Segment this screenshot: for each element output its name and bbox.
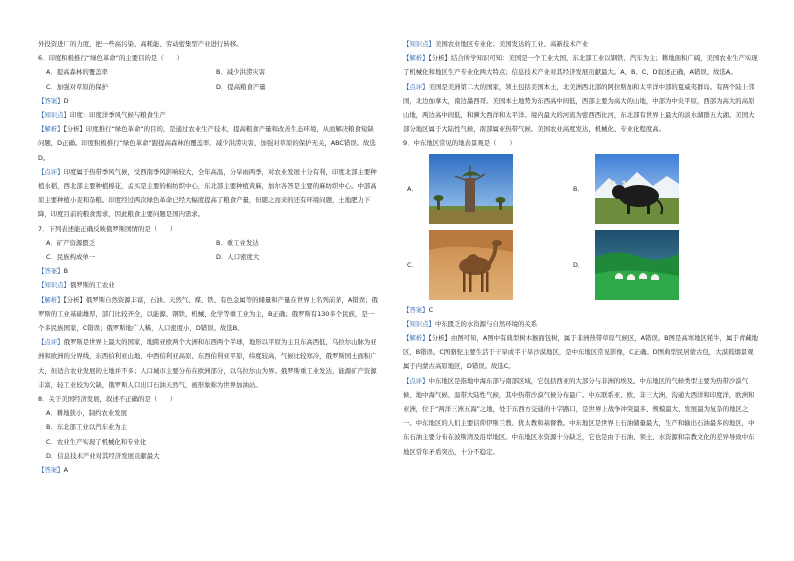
q7-stem: 7．下列表述能正确反映俄罗斯国情的是（ ） [38, 224, 177, 233]
intro-text: 外投资进厂的力度，把一些高污染、高耗能、劳动密集型产业进行转移。 [38, 40, 243, 48]
q6-option-b: B．减少洪涝灾害 [216, 68, 266, 77]
q8-comment-tag: 【点评】 [403, 82, 429, 91]
q9-analysis-text: 【分析】由图可知，A图中有典型树木猴面包树，属于非洲热带草原气候区，A错误。B图是高寒地区牦牛，属于青藏地区，B错误。C图骆驼主要生活于干旱或半干旱沙漠地区，是中东地区常见影像，C正确。D图典型民居蒙古包，大漠孤烟景观属于内蒙古高原地区，D错误。故选C。 [403, 334, 759, 371]
q7-options [38, 236, 378, 264]
q7-kp-text: 俄罗斯的工农业 [69, 281, 115, 290]
q9-kp-text: 中东匮乏的水资源与自然环境的关系 [434, 319, 538, 328]
q6-option-d: D．提高粮食产量 [216, 82, 266, 91]
q7-option-c: C．民族构成单一 [46, 253, 96, 262]
q9-answer-value: C [428, 305, 434, 314]
q8-kp-text: 美国农业地区专业化；美国发达的工业、高新技术产业 [434, 40, 589, 48]
q6-comment-text: 印度属于热带季风气候，受西南季风影响较大，全年高温，分旱雨两季，对农业发展十分有利，印度北部主要种植水稻，西北部主要种植棉花，孟买是主要的棉纺织中心，东北部主要种植黄麻，加尔各答是主要的麻纺织中心。中部高原主要种植小麦和杂粮。印度经过两次绿色革命已经大幅度提高了粮食产量，但随之而来的还有环境问题，土地肥力下降，印度目前的粮食需求，因此粮食主要问题是国内需求。 [38, 167, 377, 219]
q8-stem: 8．关于美国经济发展，叙述不正确的是（ ） [38, 395, 177, 404]
q9-option-a-label: A． [407, 184, 418, 193]
q9-comment-text: 中东地区是指地中海东部与南部区域，它包括西亚的大部分与非洲的埃及。中东地区的气候类型主要为热带沙漠气候、地中海气候、温带大陆性气候，其中热带沙漠气候分布最广。中东联系亚、欧、非三大洲，沟通大西洋和印度洋，欧洲和亚洲，位于“两洋三洲五海”之地，处于东西方交通的十字路口，是世界上战争冲突最多、规模最大、发展最为复杂的地区之一。中东地区的人们主要信仰伊斯兰教、犹太教和基督教。中东地区是世界上石油储量最大，生产和输出石油最多的地区，中东石油主要分布在波斯湾及沿岸地区。中东地区水资源十分缺乏，它也是由于石油、领土、水资源和宗教文化的差异导致中东地区常年矛盾突出，十分不稳定。 [403, 376, 755, 456]
q6-kp-text: 印度：印度洋季风气候与粮食生产 [69, 111, 166, 120]
left-column [38, 37, 378, 477]
q6-option-c: C．加强对草原的保护 [46, 82, 108, 91]
q7-comment-text: 俄罗斯是世界上最大的国家，地跨亚欧两个大洲和东西两个半球，地形以平原为主且东高西低，乌拉尔山脉为亚洲和欧洲的分界线，东西伯利亚山地、中西伯利亚高原、东西伯利亚平原，纬度较高，气候比较寒冷，俄罗斯国土面积广大，但适合农业发展的土地并不多；人口城市主要分布在欧洲部分，以乌拉尔山为界。俄罗斯重工业发达，能源矿产资源丰富，轻工业较为欠缺，俄罗斯人口出口石油天然气，被形象称为世界加油站。 [38, 338, 377, 389]
q6-knowledge-point [38, 108, 378, 122]
baobab-savanna-photo [429, 154, 513, 224]
q8-option-d: D．信息技术产业对其经济发展贡献最大 [46, 451, 160, 460]
q6-analysis-tag: 【解析】 [38, 125, 64, 134]
q6-answer [38, 94, 378, 108]
q9-image-row-2 [403, 227, 759, 303]
q7-analysis-tag: 【解析】 [38, 295, 64, 304]
q9-kp-tag: 【知识点】 [403, 319, 435, 328]
q9-option-b-label: B． [573, 184, 584, 193]
q9-comment-tag: 【点评】 [403, 376, 429, 385]
q6-analysis-text: 【分析】印度推行“绿色革命”的目的，是通过农业生产技术，提高粮食产量和改善生态环境，从而解决粮食短缺问题，D正确。印度积极推行“绿色革命”跟提高森林的覆盖率、减少洪涝灾害、加强对草原的保护无关，ABC错误。故选D。 [38, 125, 376, 162]
q8-analysis-tag: 【解析】 [403, 54, 429, 63]
q6-analysis [38, 122, 378, 165]
q9-analysis [403, 331, 759, 374]
q7-option-b: B．重工业发达 [216, 238, 259, 247]
q7-knowledge-point [38, 278, 378, 292]
q7-analysis [38, 293, 378, 336]
yak-on-grassland-photo [595, 154, 679, 224]
q6-comment-tag: 【点评】 [38, 167, 64, 176]
q6-stem: 6．印度积极推行“绿色革命”的主要目的是（ ） [38, 54, 183, 63]
q9-option-c-label: C． [407, 260, 418, 269]
q8-answer-tag: 【答案】 [38, 466, 64, 475]
q9-option-d-label: D． [573, 260, 585, 269]
q8-option-c: C．农业生产实现了机械化和专业化 [46, 437, 147, 446]
q8-options [38, 406, 378, 463]
q8-analysis-text: 【分析】结合所学知识可知：美国是一个工业大国，东北部工业以钢铁、汽车为主；耕地面积广阔，美国农业生产实现了机械化和地区生产专业化两大特点；信息技术产业对其经济发展贡献最大。A、B、C、D叙述正确，A错误。故选A。 [403, 54, 758, 77]
q7-answer [38, 264, 378, 278]
mongolian-grassland-yurt-photo [595, 230, 679, 300]
q8-kp-tag: 【知识点】 [403, 40, 435, 48]
q6-options [38, 65, 378, 93]
q6-answer-value: D [63, 96, 69, 105]
q9-analysis-tag: 【解析】 [403, 334, 429, 343]
q8-knowledge-point [403, 37, 759, 51]
q6-answer-tag: 【答案】 [38, 96, 64, 105]
q8-answer-value: A [63, 466, 68, 475]
q7-analysis-text: 【分析】俄罗斯自然资源丰富，石油、天然气、煤、铁、有色金属等的储量和产量在世界上名列前茅，A错误；俄罗斯的工业基础雄厚，部门比较齐全，以能源、钢铁、机械、化学等重工业为主，B正确；俄罗斯有130多个民族，是一个多民族国家，C错误；俄罗斯地广人稀，人口密度小，D错误。故选B。 [38, 295, 378, 333]
q9-answer [403, 303, 759, 317]
q6-kp-tag: 【知识点】 [38, 111, 70, 120]
q6-comment [38, 165, 378, 222]
q6-option-a: A．提高森林的覆盖率 [46, 68, 108, 77]
q8-answer [38, 463, 378, 477]
q9-knowledge-point [403, 317, 759, 331]
q7-option-a: A．矿产资源匮乏 [46, 238, 96, 247]
q8-analysis [403, 51, 759, 79]
q9-comment [403, 374, 759, 459]
q7-option-d: D．人口密度大 [216, 253, 260, 262]
q7-comment-tag: 【点评】 [38, 338, 64, 347]
q7-answer-value: B [63, 267, 68, 276]
q7-comment [38, 335, 378, 392]
q9-image-row-1 [403, 151, 759, 227]
q8-comment [403, 80, 759, 137]
q9-answer-tag: 【答案】 [403, 305, 429, 314]
q8-option-a: A．耕地狭小，制约农业发展 [46, 409, 128, 418]
q7-kp-tag: 【知识点】 [38, 281, 70, 290]
q9-stem: 9．中东地区常见的地表景观是（ ） [403, 139, 516, 148]
camel-in-desert-photo [429, 230, 513, 300]
q7-answer-tag: 【答案】 [38, 267, 64, 276]
q8-option-b: B．东北部工业以汽车业为主 [46, 423, 128, 432]
q8-comment-text: 美国是美洲第二大的国家，领土包括美国本土，北美洲西北部的阿拉斯加和太平洋中部的夏威夷群岛。有两个陆上邻国，北边加拿大，南边墨西哥。美国本土地势为东西高中间低，西部主要为高大的山地，中部为中央平原，西部为高大的高原山地，两边高中间低，和濒大西洋和太平洋。境内最大的河流为密西西比河，东北部有世界上最大的淡水湖群五大湖。美国大部分地区属于大陆性气候，南部属亚热带气候。美国农业高度发达，机械化、专业化程度高。 [403, 82, 755, 134]
right-column [403, 37, 759, 459]
